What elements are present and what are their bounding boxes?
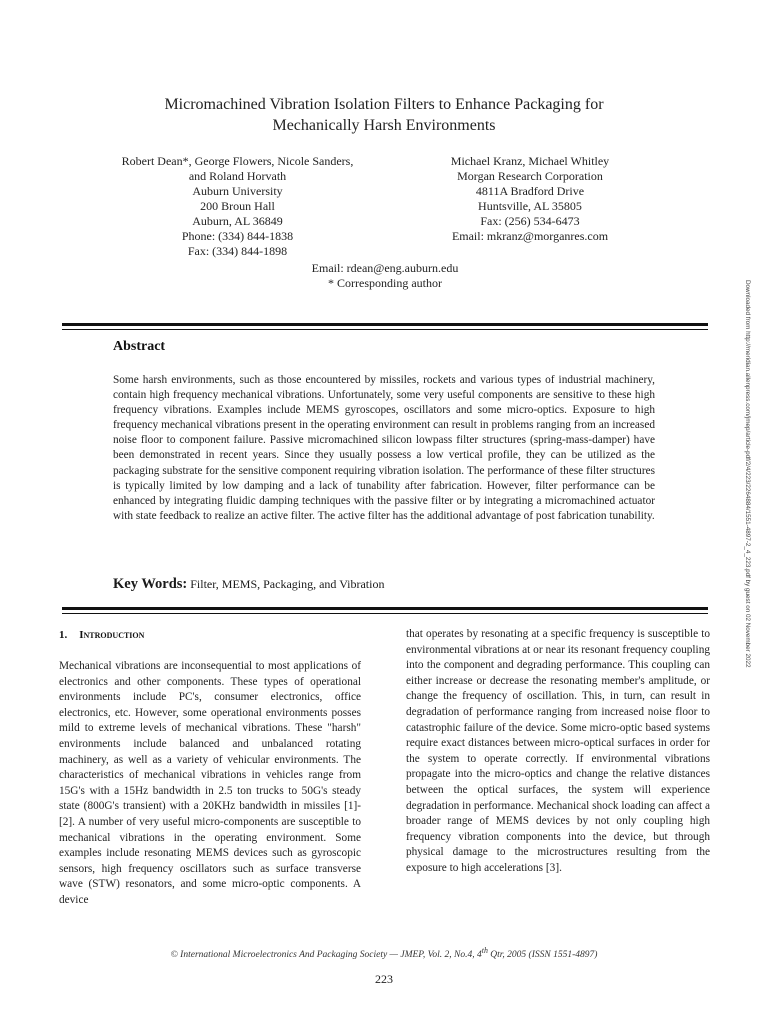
keywords xyxy=(113,575,673,593)
author-line: Michael Kranz, Michael Whitley xyxy=(450,154,610,168)
phone-line: Phone: (334) 844-1838 xyxy=(181,229,294,243)
title-line-1: Micromachined Vibration Isolation Filters to Enhance Packaging for xyxy=(164,96,604,113)
email-line: Email: mkranz@morganres.com xyxy=(451,229,609,243)
intro-column-right: that operates by resonating at a specific frequency is susceptible to environmental vibrations at or near its resonant frequency coupling into the component and degrading performance. This coupling can either increase or decrease the resonating member's amplitude, or change the frequency of oscillation. This, in turn, can result in degradation of performance ranging from increased noise floor to catastrophic failure of the device. Some micro-optic based systems require exact distances between micro-optical surfaces in order for the system to operate correctly. If environmental vibrations propagate into the micro-optics and change the relative distances between the optical surfaces, the system will experience degradation in performance. Mechanical shock loading can affect a broader range of MEMS devices by not only coupling high frequency vibration components into the device, but through physical damage to the microstructures resulting from the exposure to high accelerations [3]. xyxy=(406,628,710,874)
footer-text-end: Qtr, 2005 (ISSN 1551-4897) xyxy=(487,950,598,961)
title-line-2: Mechanically Harsh Environments xyxy=(272,117,496,134)
divider-thick xyxy=(62,607,708,610)
corresponding-email: Email: rdean@eng.auburn.edu xyxy=(311,261,459,275)
fax-line: Fax: (334) 844-1898 xyxy=(187,244,288,258)
divider-thick xyxy=(62,323,708,326)
journal-footer xyxy=(90,946,678,960)
keywords-label: Key Words: xyxy=(113,576,188,592)
section-number: 1. xyxy=(59,629,68,641)
author-block-auburn xyxy=(100,154,375,259)
fax-line: Fax: (256) 534-6473 xyxy=(480,214,580,228)
address-line: Auburn, AL 36849 xyxy=(192,214,283,228)
author-line: Robert Dean*, George Flowers, Nicole Sanders, xyxy=(121,154,354,168)
section-title: Introduction xyxy=(79,629,145,641)
abstract-heading: Abstract xyxy=(113,339,166,354)
section-heading xyxy=(59,629,144,641)
author-block-morgan xyxy=(400,154,660,244)
address-line: Huntsville, AL 35805 xyxy=(478,199,582,213)
address-line: 4811A Bradford Drive xyxy=(475,184,585,198)
keywords-value: Filter, MEMS, Packaging, and Vibration xyxy=(187,577,385,591)
page-number: 223 xyxy=(375,972,393,986)
intro-column-left: Mechanical vibrations are inconsequential to most applications of electronics and other components. These types of operational environments include PC's, consumer electronics, office electronics, etc. However, some operational environments posses mild to extreme levels of mechanical vibrations. These "harsh" environments include balanced and unbalanced rotating machinery, as well as a variety of vehicular environments. The characteristics of mechanical vibrations in vehicles range from 15G's with a 15Hz bandwidth in 2.5 ton trucks to 50G's steady state (800G's transient) with a 20KHz bandwidth in missiles [1]-[2]. A number of very useful micro-components are susceptible to mechanical vibrations in the operating environment. Some examples include resonating MEMS devices such as gyroscopic sensors, high frequency oscillators such as surface transverse wave (STW) resonators, and some micro-optic components. A device xyxy=(59,660,361,906)
divider-thin xyxy=(62,613,708,614)
divider-thin xyxy=(62,329,708,330)
affiliation-line: Auburn University xyxy=(192,184,283,198)
download-watermark xyxy=(741,280,755,750)
corresponding-block xyxy=(230,261,540,291)
paper-title xyxy=(100,94,668,136)
download-note-text: Downloaded from http://meridian.allenpress.com/jmep/article-pdf/2/4/223/2264884/1551-4897-2_4_223.pdf by guest on 02 November 2022 xyxy=(744,280,751,668)
abstract-text: Some harsh environments, such as those encountered by missiles, rockets and various types of industrial machinery, contain high frequency mechanical vibrations. Unfortunately, some very useful components are sensitive to these high frequency vibrations. Examples include MEMS gyroscopes, oscillators and some micro-optics. Exposure to high frequency mechanical vibrations present in the operating environment can result in problems ranging from an increased noise floor to component failure. Passive micromachined silicon lowpass filter structures (spring-mass-damper) have been demonstrated in recent years. Since they usually possess a low vertical profile, they can be utilized as the packaging substrate for the sensitive component requiring vibration isolation. The performance of these filter structures is typically limited by low damping and a lack of tunability after fabrication. However, filter performance can be enhanced by integrating fluidic damping techniques with the passive filter or by integrating a micromachined actuator with state feedback to realize an active filter. The active filter has the additional advantage of post fabrication tunability. xyxy=(113,374,655,522)
address-line: 200 Broun Hall xyxy=(200,199,275,213)
footer-text: © International Microelectronics And Packaging Society — JMEP, Vol. 2, No.4, 4 xyxy=(170,950,482,961)
corresponding-note: * Corresponding author xyxy=(328,276,442,290)
author-line: and Roland Horvath xyxy=(188,169,287,183)
footer-superscript: th xyxy=(481,946,488,955)
affiliation-line: Morgan Research Corporation xyxy=(457,169,603,183)
